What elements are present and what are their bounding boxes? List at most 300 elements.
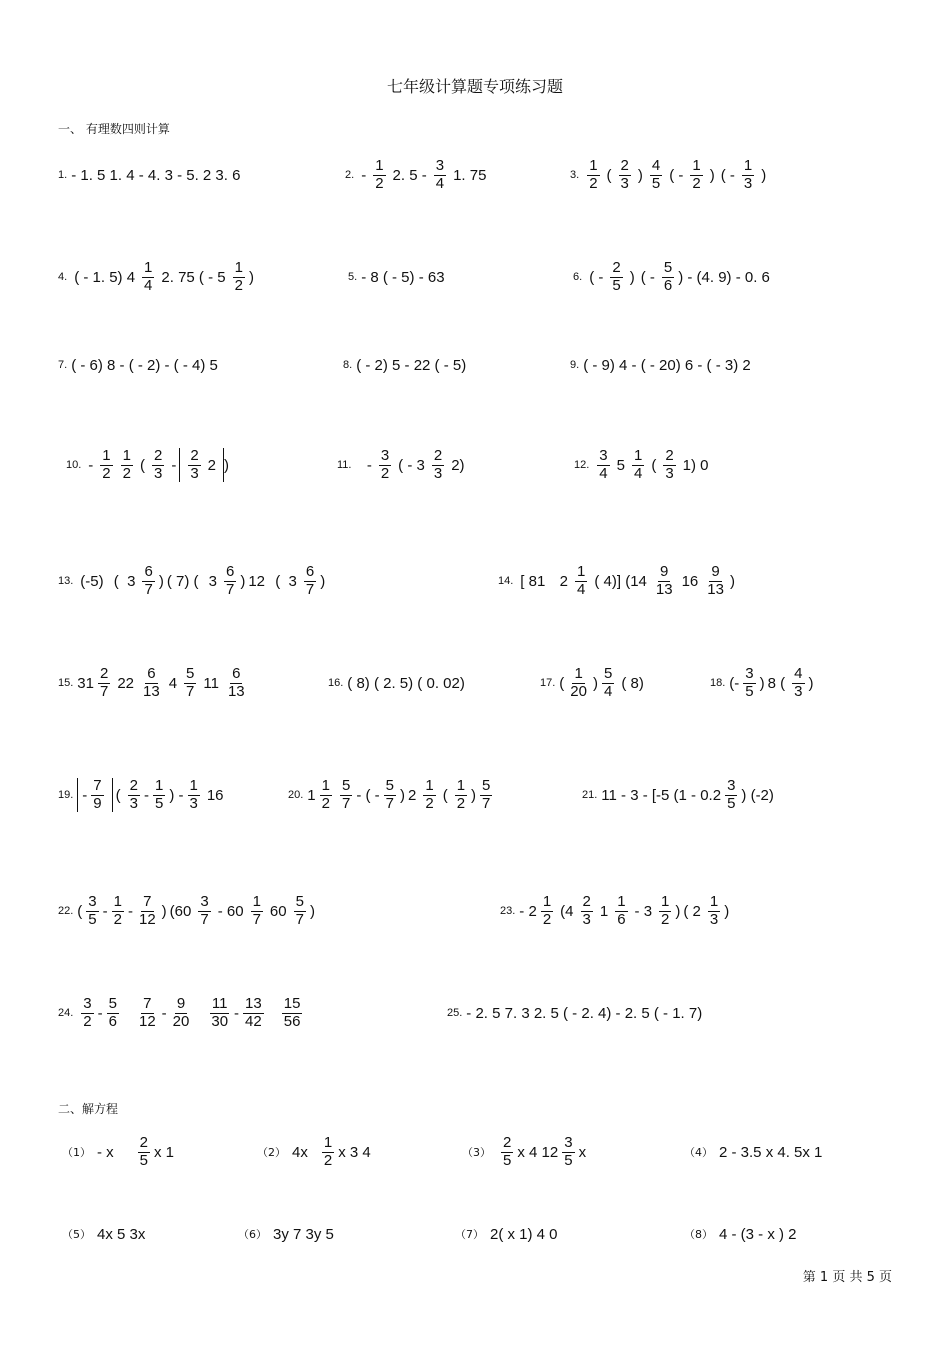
- fraction: [575, 564, 587, 598]
- denominator: 5: [139, 1151, 149, 1169]
- fraction: [112, 894, 124, 928]
- denominator: 3: [743, 174, 753, 192]
- fraction: [224, 564, 236, 598]
- expression-text: ( - 6) 8 - ( - 2) - ( - 4) 5: [71, 356, 218, 374]
- expression-text: 4x 5 3x: [97, 1225, 146, 1243]
- problem-number: （8）: [684, 1228, 713, 1241]
- numerator: 2: [620, 157, 629, 174]
- problem-number: 21.: [582, 789, 598, 801]
- fraction: [650, 158, 662, 192]
- expression-text: 11: [203, 674, 219, 692]
- numerator: 5: [341, 777, 351, 794]
- numerator: 6: [232, 665, 241, 682]
- section-title-arithmetic: 一、 有理数四则计算: [58, 122, 170, 136]
- problem-10: 10. - $\frac{1}{2}$ $\frac{1}{2}$ ( $\frac{2}{3}$ - $\frac{2}{3}$ 2 ): [66, 447, 230, 482]
- fraction: [86, 894, 98, 928]
- problem-number: 24.: [58, 1007, 74, 1019]
- problem-17: 17. ( $\frac{1}{20}$ ) $\frac{5}{4}$ ( 8): [540, 665, 644, 700]
- denominator: 2: [113, 910, 122, 928]
- numerator: 2: [153, 447, 163, 464]
- fraction: [725, 778, 737, 812]
- fraction: [568, 666, 589, 700]
- numerator: 1: [189, 777, 198, 794]
- fraction: [587, 158, 599, 192]
- fraction: [432, 448, 444, 482]
- fraction: [792, 666, 804, 700]
- fraction: [91, 778, 103, 812]
- problem-number: 7.: [58, 359, 68, 371]
- problem-number: 4.: [58, 271, 68, 283]
- fraction: [188, 448, 200, 482]
- numerator: 1: [542, 893, 552, 910]
- denominator: 5: [745, 682, 754, 700]
- fraction: [121, 448, 133, 482]
- expression-text: 31: [77, 674, 94, 692]
- numerator: 3: [83, 995, 92, 1012]
- expression-text: 2: [408, 786, 417, 804]
- expression-text: 12: [248, 572, 266, 590]
- equation-1: [62, 1130, 174, 1174]
- fraction: [128, 778, 140, 812]
- denominator: 3: [794, 682, 803, 700]
- fraction: [384, 778, 396, 812]
- problem-11: 11. - $\frac{3}{2}$ ( - 3 $\frac{2}{3}$ 2): [337, 447, 465, 482]
- problem-13: 13. (-5) ( 3 $\frac{6}{7}$ ) ( 7) ( 3 $\frac{6}{7}$ ) 12 ( 3 $\frac{6}{7}$ ): [58, 563, 326, 598]
- numerator: 3: [745, 665, 754, 682]
- numerator: 1: [144, 259, 153, 276]
- numerator: 3: [435, 157, 445, 174]
- expression-text: 3y 7 3y 5: [273, 1225, 334, 1243]
- denominator: 2: [542, 910, 552, 928]
- page-title: 七年级计算题专项练习题: [386, 77, 563, 96]
- problem-6: 6. ( - $\frac{2}{5}$ ) ( - $\frac{5}{6}$ ) - (4. 9) - 0. 6: [573, 259, 770, 294]
- denominator: 42: [245, 1012, 262, 1030]
- fraction: [619, 158, 631, 192]
- fraction: [209, 996, 230, 1030]
- denominator: 7: [186, 682, 195, 700]
- denominator: 7: [226, 580, 235, 598]
- expression-text: - 8 ( - 5) - 63: [361, 268, 445, 286]
- numerator: 1: [589, 157, 598, 174]
- problem-number: 13.: [58, 575, 74, 587]
- denominator: 4: [603, 682, 613, 700]
- numerator: 1: [321, 777, 330, 794]
- problem-number: 3.: [570, 169, 580, 181]
- denominator: 4: [577, 580, 586, 598]
- fraction: [137, 996, 158, 1030]
- expression-text: 8 (: [767, 674, 786, 692]
- denominator: 3: [153, 464, 163, 482]
- fraction: [708, 894, 720, 928]
- expression-text: ) - (4. 9) - 0. 6: [678, 268, 770, 286]
- equation-3: [462, 1130, 586, 1174]
- expression-text: 4 - (3 - x ) 2: [719, 1225, 797, 1243]
- problem-number: 20.: [288, 789, 304, 801]
- problem-number: （3）: [462, 1146, 491, 1159]
- problem-14: 14. [ 81 2 $\frac{1}{4}$ ( 4)] (14 $\frac{9}{13}$ 16 $\frac{9}{13}$ ): [498, 563, 735, 598]
- problem-number: 9.: [570, 359, 580, 371]
- denominator: 7: [385, 794, 394, 812]
- fraction: [663, 448, 675, 482]
- denominator: 6: [108, 1012, 117, 1030]
- denominator: 3: [129, 794, 138, 812]
- expression-text: 2. 5 -: [392, 166, 427, 184]
- numerator: 1: [425, 777, 434, 794]
- denominator: 13: [227, 682, 245, 700]
- expression-text: ( - 3: [398, 456, 425, 474]
- expression-text: ) (-2): [741, 786, 774, 804]
- fraction: [373, 158, 385, 192]
- denominator: 4: [599, 464, 608, 482]
- expression-text: [ 81: [520, 572, 546, 590]
- denominator: 2: [102, 464, 111, 482]
- numerator: 15: [283, 995, 301, 1012]
- fraction: [602, 666, 614, 700]
- expression-text: ( - 1. 5) 4: [74, 268, 136, 286]
- denominator: 2: [122, 464, 131, 482]
- expression-text: 1. 75: [453, 166, 487, 184]
- fraction: [610, 260, 622, 294]
- denominator: 20: [570, 682, 587, 700]
- expression-text: 2: [207, 456, 217, 474]
- problem-number: 18.: [710, 677, 726, 689]
- fraction: [742, 158, 754, 192]
- fraction: [142, 260, 154, 294]
- fraction: [153, 778, 165, 812]
- denominator: 6: [617, 910, 626, 928]
- denominator: 4: [633, 464, 643, 482]
- expression-text: 4x: [292, 1143, 308, 1161]
- expression-text: - 60: [217, 902, 244, 920]
- denominator: 7: [482, 794, 491, 812]
- problem-number: 2.: [345, 169, 355, 181]
- fraction: [340, 778, 352, 812]
- equation-6: [238, 1212, 334, 1256]
- problem-15: [58, 658, 251, 708]
- problem-18: 18. (- $\frac{3}{5}$ ) 8 ( $\frac{4}{3}$ ): [710, 665, 814, 700]
- denominator: 5: [651, 174, 661, 192]
- problem-number: 5.: [348, 271, 358, 283]
- expression-text: 1) 0: [682, 456, 709, 474]
- section-title-equations: 二、解方程: [58, 1102, 119, 1116]
- fraction: [743, 666, 755, 700]
- denominator: 5: [503, 1151, 512, 1169]
- denominator: 5: [612, 276, 621, 294]
- problem-number: 22.: [58, 905, 74, 917]
- denominator: 13: [143, 682, 160, 700]
- numerator: 2: [433, 447, 443, 464]
- expression-text: x: [578, 1143, 587, 1161]
- denominator: 30: [211, 1012, 229, 1030]
- denominator: 2: [321, 794, 330, 812]
- numerator: 6: [144, 563, 153, 580]
- denominator: 2: [323, 1151, 333, 1169]
- denominator: 3: [433, 464, 443, 482]
- fraction: [226, 666, 247, 700]
- numerator: 1: [323, 1134, 333, 1151]
- problem-number: 1.: [58, 169, 68, 181]
- numerator: 1: [234, 259, 243, 276]
- denominator: 12: [138, 910, 156, 928]
- denominator: 3: [582, 910, 591, 928]
- fraction: [659, 894, 671, 928]
- problem-number: （6）: [238, 1228, 267, 1241]
- numerator: 3: [380, 447, 390, 464]
- numerator: 3: [564, 1134, 573, 1151]
- numerator: 2: [129, 777, 138, 794]
- numerator: 1: [375, 157, 384, 174]
- problem-7: [58, 340, 218, 390]
- denominator: 4: [435, 174, 445, 192]
- numerator: 7: [143, 995, 152, 1012]
- expression-text: -: [361, 166, 367, 184]
- fraction: [198, 894, 210, 928]
- expression-text: 2 - 3.5 x 4. 5x 1: [719, 1143, 823, 1161]
- denominator: 7: [200, 910, 209, 928]
- problem-number: 11.: [337, 459, 352, 471]
- denominator: 5: [727, 794, 736, 812]
- fraction: [322, 1135, 334, 1169]
- numerator: 3: [727, 777, 736, 794]
- denominator: 3: [620, 174, 629, 192]
- denominator: 4: [144, 276, 153, 294]
- problem-number: （2）: [257, 1146, 286, 1159]
- equation-7: [455, 1212, 558, 1256]
- problem-24: 24. $\frac{3}{2}$ - $\frac{5}{6}$ $\frac{7}{12}$ - $\frac{9}{20}$ $\frac{11}{30}$ - $\frac{13}{42}$ $\frac{15}{56}$: [58, 995, 301, 1030]
- fraction: [282, 996, 303, 1030]
- problem-number: （5）: [62, 1228, 91, 1241]
- problem-20: 20. 1 $\frac{1}{2}$ $\frac{5}{7}$ - ( - $\frac{5}{7}$ ) 2 $\frac{1}{2}$ ( $\frac{1}{2}$ ) $\frac{5}{7}$: [288, 777, 491, 812]
- numerator: 2: [503, 1134, 512, 1151]
- expression-text: - 3: [634, 902, 653, 920]
- numerator: 9: [711, 563, 720, 580]
- fraction: [705, 564, 726, 598]
- fraction: [81, 996, 93, 1030]
- numerator: 7: [143, 893, 152, 910]
- numerator: 2: [582, 893, 591, 910]
- equation-4: [684, 1130, 822, 1174]
- problem-8: [343, 340, 466, 390]
- problem-number: 16.: [328, 677, 344, 689]
- problem-number: 8.: [343, 359, 353, 371]
- problem-19: 19. - $\frac{7}{9}$ ( $\frac{2}{3}$ - $\frac{1}{5}$ ) - $\frac{1}{3}$ 16: [58, 777, 224, 812]
- denominator: 7: [99, 682, 109, 700]
- fraction: [690, 158, 702, 192]
- denominator: 2: [661, 910, 670, 928]
- numerator: 3: [200, 893, 209, 910]
- fraction: [320, 778, 332, 812]
- numerator: 1: [709, 893, 719, 910]
- denominator: 2: [380, 464, 390, 482]
- fraction: [615, 894, 627, 928]
- denominator: 2: [456, 794, 466, 812]
- numerator: 5: [482, 777, 491, 794]
- problem-number: 17.: [540, 677, 556, 689]
- fraction: [138, 1135, 150, 1169]
- problem-number: （1）: [62, 1146, 91, 1159]
- numerator: 1: [743, 157, 753, 174]
- problem-number: 14.: [498, 575, 514, 587]
- numerator: 9: [176, 995, 186, 1012]
- fraction: [184, 666, 196, 700]
- numerator: 1: [102, 447, 111, 464]
- expression-text: 4: [168, 674, 178, 692]
- expression-text: ): [248, 268, 254, 286]
- numerator: 5: [108, 995, 117, 1012]
- denominator: 5: [88, 910, 97, 928]
- problem-5: [348, 252, 445, 302]
- expression-text: x 1: [154, 1143, 175, 1161]
- numerator: 9: [660, 563, 669, 580]
- equation-2: [257, 1130, 371, 1174]
- fraction: [597, 448, 609, 482]
- fraction: [480, 778, 492, 812]
- denominator: 20: [172, 1012, 190, 1030]
- expression-text: ( - 2) 5 - 22 ( - 5): [356, 356, 467, 374]
- fraction: [152, 448, 164, 482]
- numerator: 1: [456, 777, 466, 794]
- denominator: 7: [305, 580, 315, 598]
- fraction: [662, 260, 674, 294]
- problem-22: 22. ( $\frac{3}{5}$ - $\frac{1}{2}$ - $\frac{7}{12}$ ) (60 $\frac{3}{7}$ - 60 $\frac{1}{7}$ 60 $\frac{5}{7}$ ): [58, 893, 315, 928]
- fraction: [654, 564, 675, 598]
- denominator: 2: [375, 174, 384, 192]
- fraction: [632, 448, 644, 482]
- fraction: [251, 894, 263, 928]
- denominator: 7: [252, 910, 261, 928]
- fraction: [423, 778, 435, 812]
- expression-text: 60: [269, 902, 287, 920]
- expression-text: 22: [117, 674, 135, 692]
- fraction: [98, 666, 110, 700]
- problem-4: [58, 252, 254, 302]
- numerator: 2: [665, 447, 674, 464]
- problem-number: 25.: [447, 1007, 463, 1019]
- numerator: 4: [651, 157, 661, 174]
- fraction: [141, 666, 162, 700]
- fraction: [142, 564, 154, 598]
- expression-text: 5: [616, 456, 625, 474]
- denominator: 13: [707, 580, 724, 598]
- expression-text: - 2: [519, 902, 537, 920]
- problem-23: 23. - 2 $\frac{1}{2}$ (4 $\frac{2}{3}$ 1 $\frac{1}{6}$ - 3 $\frac{1}{2}$ ) ( 2 $\frac{1}{3}$ ): [500, 893, 730, 928]
- fraction: [171, 996, 192, 1030]
- fraction: [562, 1135, 574, 1169]
- denominator: 2: [425, 794, 434, 812]
- numerator: 2: [612, 259, 621, 276]
- page-footer: 第 1 页 共 5 页: [802, 1270, 892, 1285]
- expression-text: x 4 12: [517, 1143, 559, 1161]
- problem-2: [345, 150, 489, 200]
- expression-text: 2( x 1) 4 0: [490, 1225, 558, 1243]
- numerator: 1: [617, 893, 626, 910]
- numerator: 5: [295, 893, 304, 910]
- absolute-value: [179, 448, 224, 482]
- numerator: 1: [574, 665, 583, 682]
- numerator: 2: [139, 1134, 149, 1151]
- numerator: 1: [661, 893, 670, 910]
- expression-text: 1: [599, 902, 609, 920]
- problem-number: （4）: [684, 1146, 713, 1159]
- numerator: 3: [599, 447, 608, 464]
- numerator: 7: [93, 777, 102, 794]
- denominator: 12: [138, 1012, 156, 1030]
- expression-text: ( 4)] (14: [594, 572, 647, 590]
- fraction: [188, 778, 200, 812]
- numerator: 13: [245, 995, 262, 1012]
- expression-text: ( - 9) 4 - ( - 20) 6 - ( - 3) 2: [583, 356, 751, 374]
- numerator: 1: [113, 893, 122, 910]
- denominator: 13: [655, 580, 673, 598]
- fraction: [581, 894, 593, 928]
- problem-12: 12. $\frac{3}{4}$ 5 $\frac{1}{4}$ ( $\frac{2}{3}$ 1) 0: [574, 447, 709, 482]
- expression-text: ( 2: [683, 902, 701, 920]
- expression-text: - 1. 5 1. 4 - 4. 3 - 5. 2 3. 6: [71, 166, 241, 184]
- numerator: 5: [603, 665, 613, 682]
- expression-text: 2): [451, 456, 465, 474]
- numerator: 2: [99, 665, 109, 682]
- numerator: 1: [633, 447, 643, 464]
- expression-text: (-5): [80, 572, 104, 590]
- expression-text: 11 - 3 - [-5 (1 - 0.2: [601, 786, 722, 804]
- expression-text: 16: [681, 572, 699, 590]
- numerator: 1: [577, 563, 586, 580]
- denominator: 3: [665, 464, 674, 482]
- problem-number: 23.: [500, 905, 516, 917]
- expression-text: - 2. 5 7. 3 2. 5 ( - 2. 4) - 2. 5 ( - 1. 7): [466, 1004, 703, 1022]
- problem-21: [582, 770, 774, 820]
- problem-number: 19.: [58, 789, 74, 801]
- denominator: 2: [692, 174, 701, 192]
- expression-text: ( 7) (: [166, 572, 199, 590]
- fraction: [294, 894, 306, 928]
- expression-text: 2. 75 ( - 5: [161, 268, 226, 286]
- problem-25: [447, 988, 702, 1038]
- problem-number: 10.: [66, 459, 82, 471]
- expression-text: (4: [560, 902, 574, 920]
- fraction: [243, 996, 264, 1030]
- denominator: 7: [341, 794, 351, 812]
- fraction: [100, 448, 112, 482]
- problem-16: [328, 658, 465, 708]
- denominator: 9: [93, 794, 102, 812]
- fraction: [137, 894, 158, 928]
- problem-3: 3. $\frac{1}{2}$ ( $\frac{2}{3}$ ) $\frac{4}{5}$ ( - $\frac{1}{2}$ ) ( - $\frac{1}{3}$ ): [570, 157, 767, 192]
- expression-text: (60: [169, 902, 192, 920]
- problem-9: [570, 340, 751, 390]
- numerator: 1: [122, 447, 131, 464]
- numerator: 5: [663, 259, 673, 276]
- numerator: 3: [88, 893, 97, 910]
- denominator: 3: [190, 464, 199, 482]
- problem-number: 15.: [58, 677, 74, 689]
- expression-text: ( 8) ( 2. 5) ( 0. 02): [347, 674, 465, 692]
- fraction: [541, 894, 553, 928]
- numerator: 4: [794, 665, 803, 682]
- numerator: 1: [252, 893, 261, 910]
- fraction: [379, 448, 391, 482]
- absolute-value: - $\frac{7}{9}$: [77, 778, 112, 812]
- numerator: 1: [692, 157, 701, 174]
- denominator: 3: [709, 910, 719, 928]
- expression-text: 16: [206, 786, 224, 804]
- denominator: 6: [663, 276, 673, 294]
- denominator: 5: [564, 1151, 573, 1169]
- problem-number: （7）: [455, 1228, 484, 1241]
- fraction: [455, 778, 467, 812]
- numerator: 5: [186, 665, 195, 682]
- equation-5: [62, 1212, 145, 1256]
